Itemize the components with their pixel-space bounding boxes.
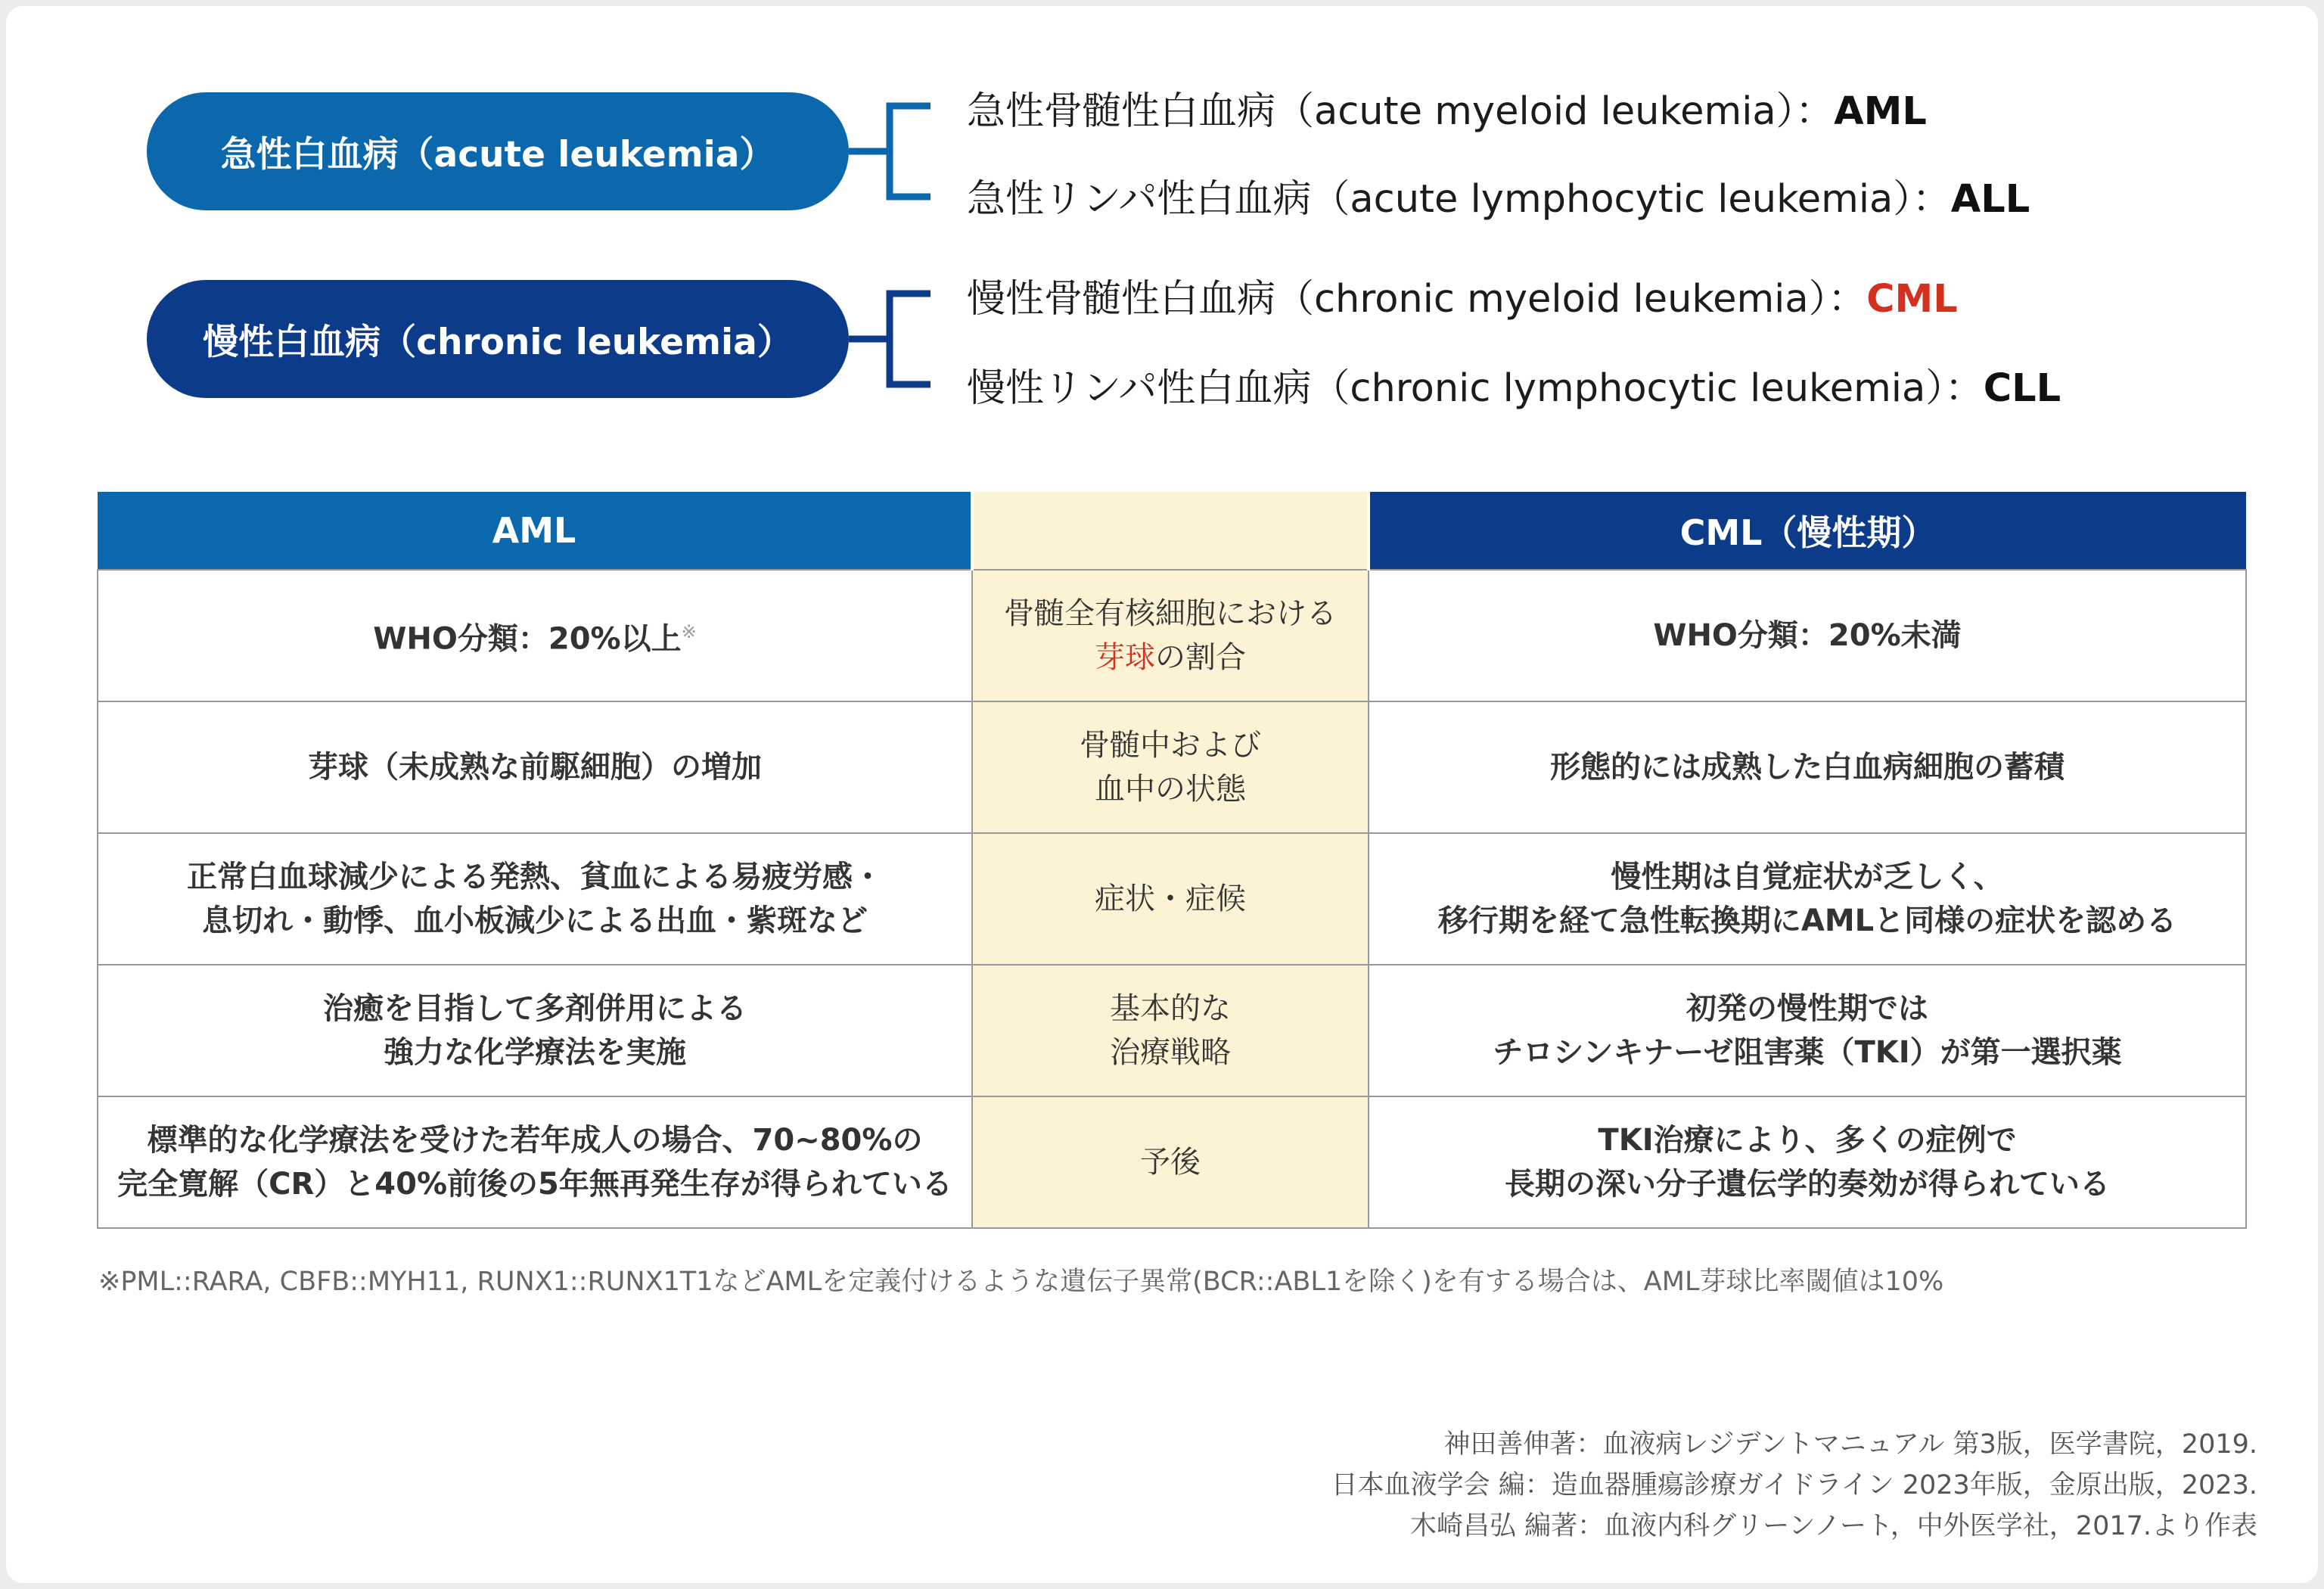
row3-aml [98, 833, 972, 965]
table-header-row [98, 492, 2246, 570]
type-cll-name: 慢性リンパ性白血病（chronic lymphocytic leukemia）： [967, 366, 1984, 411]
row5-cml-line2: 長期の深い分子遺伝学的奏効が得られている [1505, 1167, 2110, 1202]
row1-category-line1: 骨髄全有核細胞における [1004, 596, 1337, 631]
row2-cml: 形態的には成熟した白血病細胞の蓄積 [1369, 701, 2246, 833]
table-row [98, 1096, 2246, 1228]
row1-category [972, 570, 1369, 701]
row5-aml-line2: 完全寛解（CR）と40%前後の5年無再発生存が得られている [117, 1167, 952, 1202]
row5-cml [1369, 1096, 2246, 1228]
row4-cml-line1: 初発の慢性期では [1686, 991, 1928, 1026]
row1-cml: WHO分類：20%未満 [1369, 570, 2246, 701]
row4-category [972, 965, 1369, 1096]
table-row [98, 833, 2246, 965]
row3-category: 症状・症候 [972, 833, 1369, 965]
table-row [98, 701, 2246, 833]
row1-category-line2 [983, 636, 1357, 679]
type-all-name: 急性リンパ性白血病（acute lymphocytic leukemia）： [967, 177, 1951, 222]
header-middle [972, 492, 1369, 570]
row2-category-line1: 骨髄中および [1080, 728, 1261, 763]
type-cml-name: 慢性骨髄性白血病（chronic myeloid leukemia）： [967, 277, 1867, 322]
table-row [98, 965, 2246, 1096]
reference-2: 日本血液学会 編：造血器腫瘍診療ガイドライン 2023年版，金原出版，2023. [1331, 1470, 2257, 1500]
row4-aml-line1: 治癒を目指して多剤併用による [323, 991, 747, 1026]
page-frame [6, 6, 2318, 1583]
row4-aml [98, 965, 972, 1096]
reference-1: 神田善伸著：血液病レジデントマニュアル 第3版，医学書院，2019. [1443, 1429, 2257, 1460]
type-aml-name: 急性骨髄性白血病（acute myeloid leukemia）： [967, 89, 1835, 134]
acute-leukemia-pill: 急性白血病（acute leukemia） [147, 92, 849, 210]
row1-category-rest: の割合 [1155, 640, 1246, 675]
type-cll [967, 365, 2061, 413]
row2-category-line2: 血中の状態 [1095, 772, 1246, 807]
row3-cml-line2: 移行期を経て急性転換期にAMLと同様の症状を認める [1437, 903, 2177, 938]
row3-aml-line1: 正常白血球減少による発熱、貧血による易疲労感・ [187, 860, 883, 894]
row4-cml-line2: チロシンキナーゼ阻害薬（TKI）が第一選択薬 [1493, 1035, 2122, 1070]
footnote-mark: ※ [681, 621, 697, 643]
reference-3: 木崎昌弘 編著：血液内科グリーンノート，中外医学社，2017.より作表 [1409, 1511, 2257, 1541]
aml-cml-comparison-table [97, 492, 2247, 1229]
row5-category: 予後 [972, 1096, 1369, 1228]
references [1331, 1424, 2257, 1547]
blast-highlight: 芽球 [1095, 640, 1155, 675]
type-cll-abbr: CLL [1983, 366, 2061, 411]
row4-cml [1369, 965, 2246, 1096]
row3-cml [1369, 833, 2246, 965]
row2-aml: 芽球（未成熟な前駆細胞）の増加 [98, 701, 972, 833]
table-row [98, 570, 2246, 701]
header-cml: CML（慢性期） [1369, 492, 2246, 570]
footnote: ※PML::RARA, CBFB::MYH11, RUNX1::RUNX1T1などAMLを定義付けるような遺伝子異常(BCR::ABL1を除く)を有する場合は、AML芽球比率閾値は10% [98, 1267, 1944, 1297]
row1-aml-text: WHO分類：20%以上 [373, 621, 682, 657]
acute-bracket-arm [890, 106, 931, 197]
row4-aml-line2: 強力な化学療法を実施 [384, 1035, 686, 1070]
row1-aml [98, 570, 972, 701]
header-aml: AML [98, 492, 972, 570]
chronic-leukemia-pill: 慢性白血病（chronic leukemia） [147, 280, 849, 398]
row3-cml-line1: 慢性期は自覚症状が乏しく、 [1611, 860, 2004, 894]
type-cml [967, 275, 1958, 324]
row5-cml-line1: TKI治療により、多くの症例で [1598, 1123, 2017, 1158]
chronic-bracket [849, 294, 931, 384]
row2-category [972, 701, 1369, 833]
row4-category-line2: 治療戦略 [1110, 1035, 1231, 1070]
row5-aml-line1: 標準的な化学療法を受けた若年成人の場合、70~80%の [147, 1123, 923, 1158]
chronic-bracket-arm [890, 294, 931, 384]
row5-aml [98, 1096, 972, 1228]
type-aml-abbr: AML [1834, 89, 1927, 134]
type-cml-abbr: CML [1866, 277, 1958, 322]
row3-aml-line2: 息切れ・動悸、血小板減少による出血・紫斑など [202, 903, 868, 938]
type-all-abbr: ALL [1950, 177, 2030, 222]
row4-category-line1: 基本的な [1110, 991, 1231, 1026]
type-aml [967, 88, 1927, 136]
type-all [967, 176, 2030, 224]
acute-bracket [849, 106, 931, 197]
